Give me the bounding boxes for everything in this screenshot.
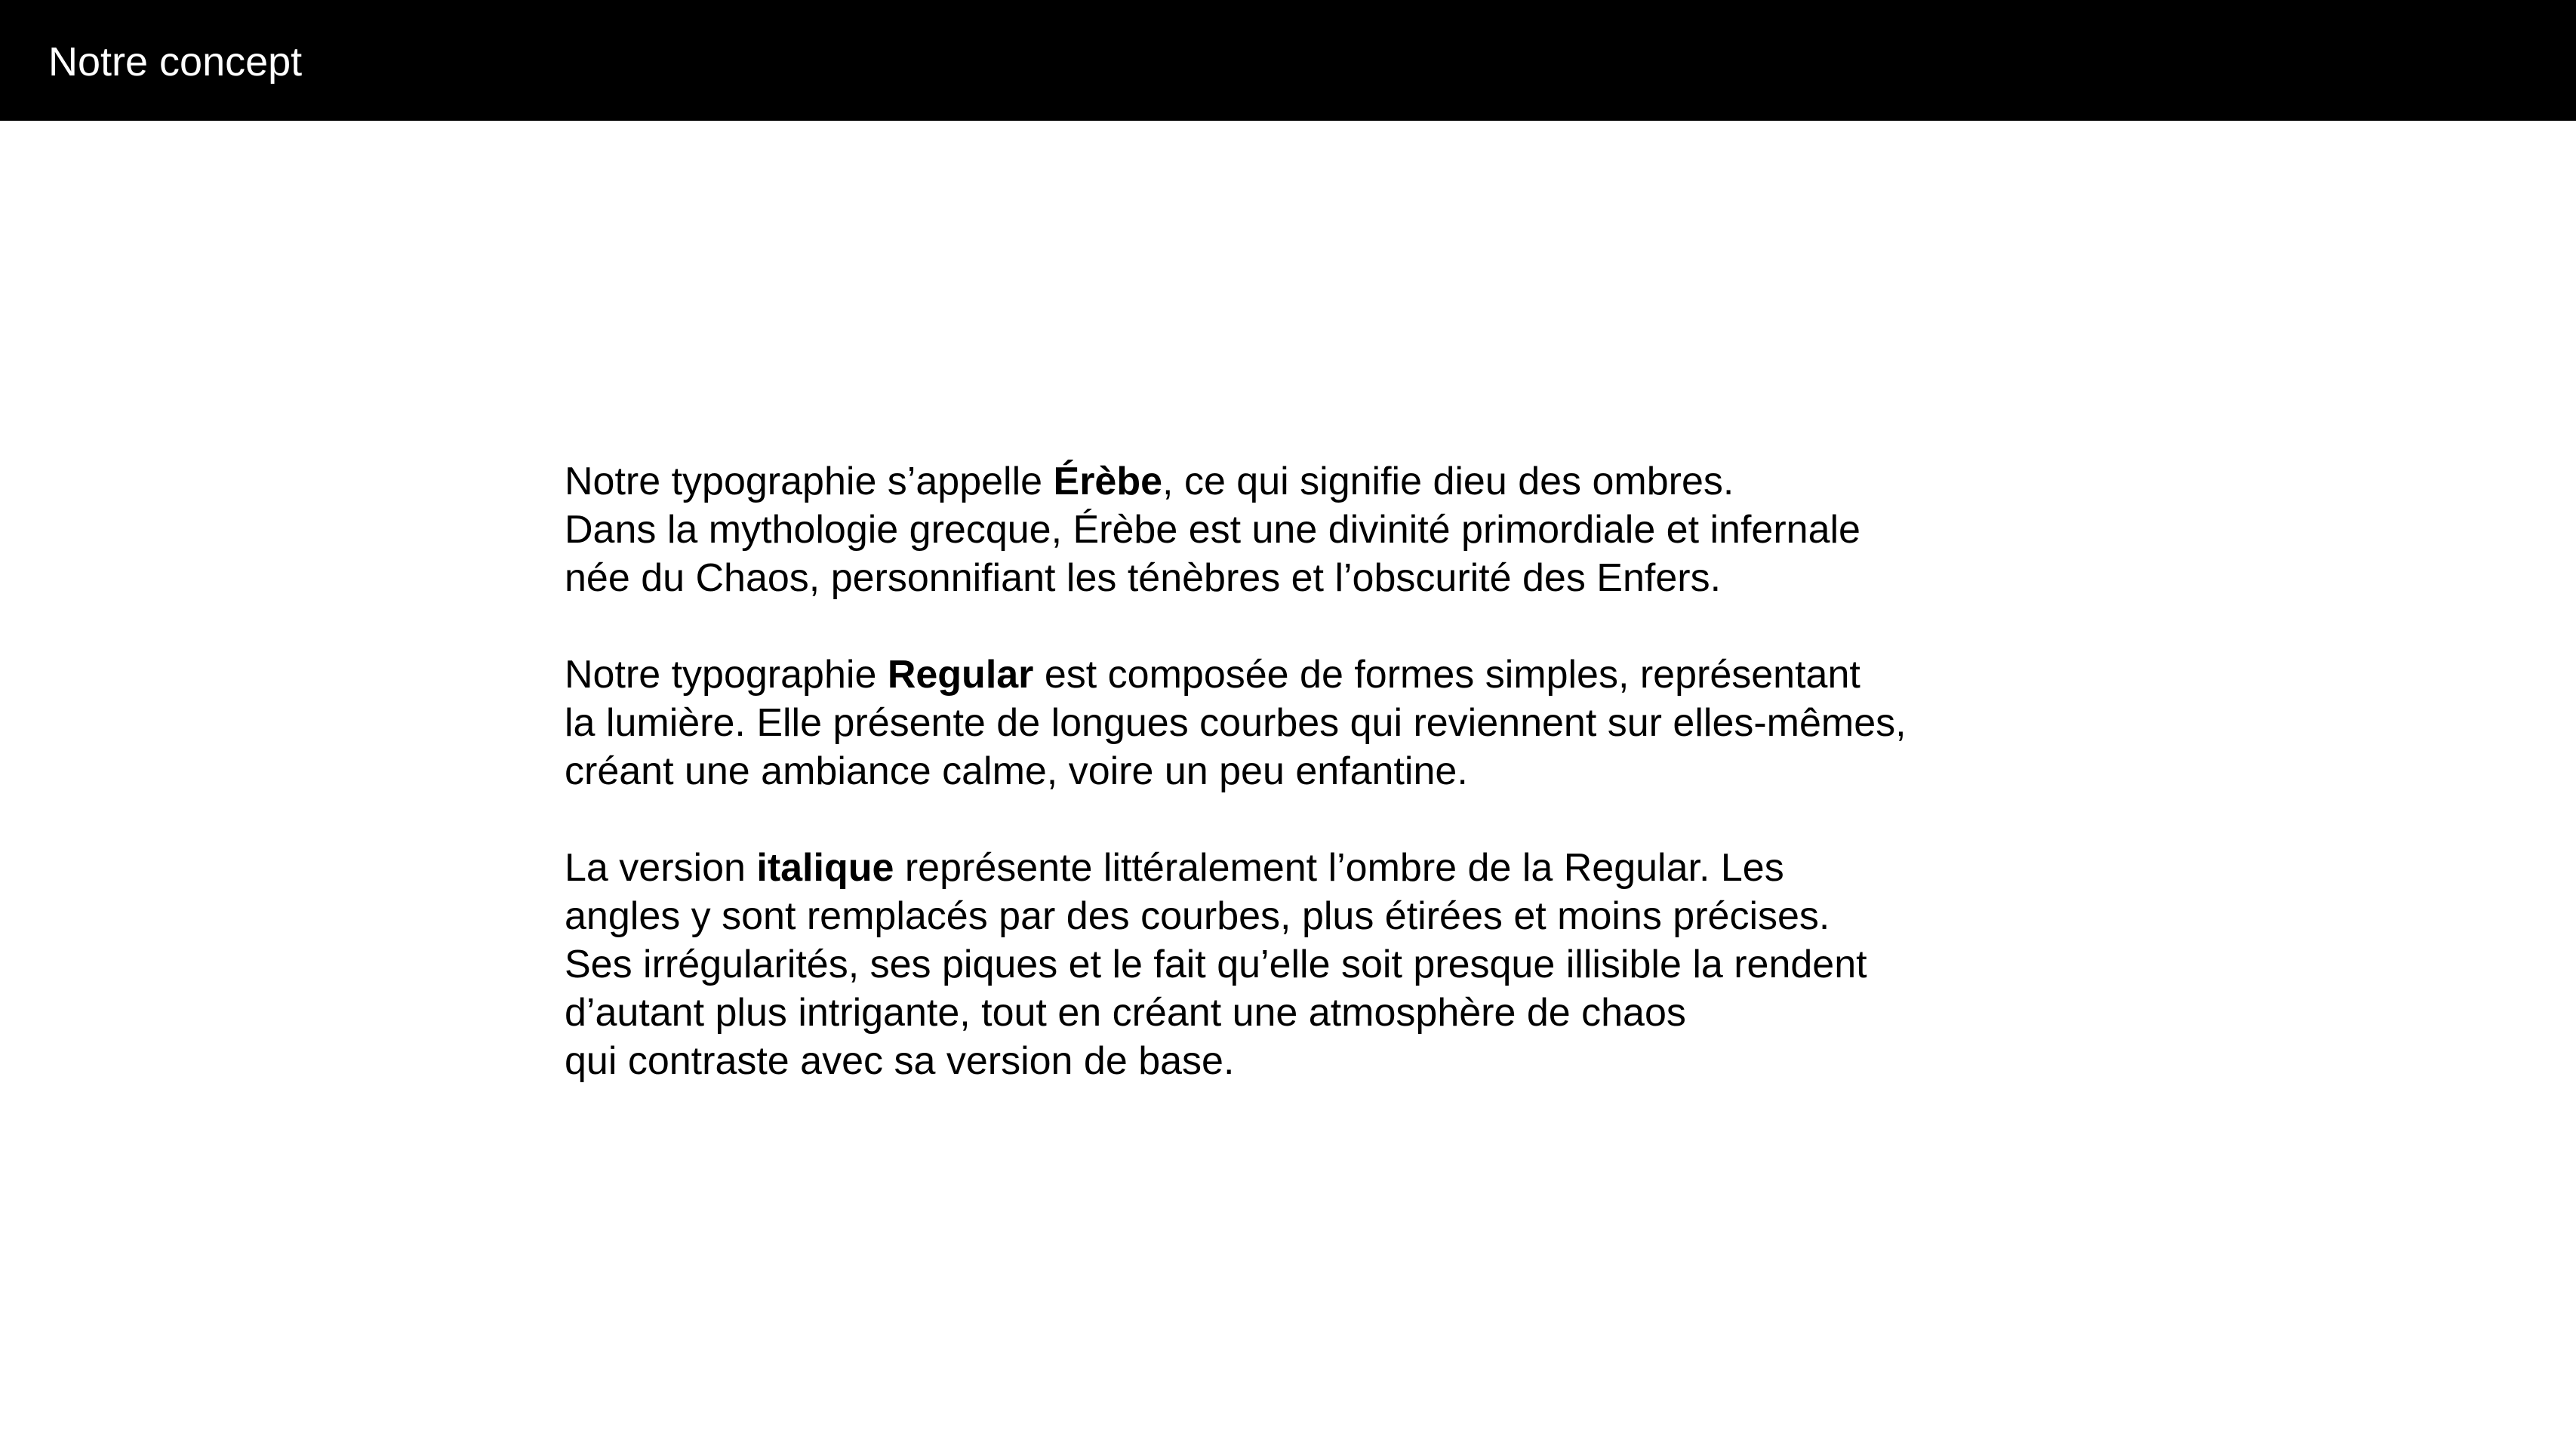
paragraph-erebe	[565, 457, 2074, 602]
text-line: La version italique représente littéralement l’ombre de la Regular. Les	[565, 846, 1784, 890]
text-line: d’autant plus intrigante, tout en créant une atmosphère de chaos	[565, 991, 1686, 1035]
text-line: Dans la mythologie grecque, Érèbe est une divinité primordiale et infernale	[565, 508, 1860, 552]
text-line: Notre typographie Regular est composée de formes simples, représentant	[565, 653, 1860, 697]
text-line: angles y sont remplacés par des courbes, plus étirées et moins précises.	[565, 894, 1830, 938]
concept-text	[565, 457, 2074, 1134]
text-line: Notre typographie s’appelle Érèbe, ce qui signifie dieu des ombres.	[565, 460, 1734, 503]
text-line: créant une ambiance calme, voire un peu enfantine.	[565, 749, 1468, 793]
text-line: la lumière. Elle présente de longues courbes qui reviennent sur elles-mêmes,	[565, 701, 1907, 745]
text-line: Ses irrégularités, ses piques et le fait qu’elle soit presque illisible la rendent	[565, 943, 1867, 986]
header-bar	[0, 0, 2576, 121]
page-title: Notre concept	[48, 39, 303, 85]
paragraph-regular	[565, 651, 2074, 795]
text-line: qui contraste avec sa version de base.	[565, 1039, 1235, 1083]
paragraph-italique	[565, 844, 2074, 1085]
text-line: née du Chaos, personnifiant les ténèbres et l’obscurité des Enfers.	[565, 556, 1722, 600]
